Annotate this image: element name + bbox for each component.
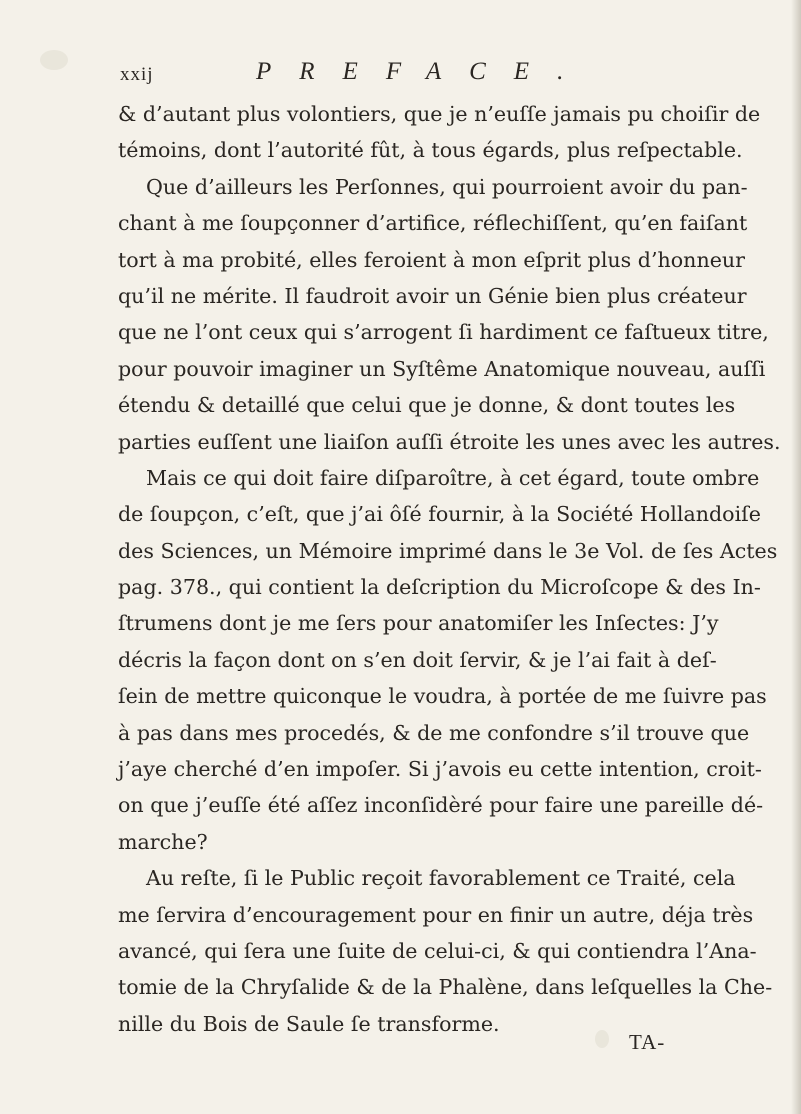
page-number: xxij <box>120 64 154 85</box>
text-line: tort à ma probité, elles feroient à mon eſprit plus d’honneur <box>118 247 746 272</box>
paper-stain <box>40 50 68 70</box>
paper-stain <box>595 1030 609 1048</box>
text-line: des Sciences, un Mémoire imprimé dans le 3e Vol. de ſes Actes <box>118 538 778 563</box>
paragraph-start-line: Au reſte, ſi le Public reçoit favorablement ce Traité, cela <box>146 866 736 891</box>
text-line: tomie de la Chryſalide & de la Phalène, dans leſquelles la Che- <box>118 975 773 1000</box>
page-edge-shadow <box>791 0 801 1114</box>
text-line: & d’autant plus volontiers, que je n’euſſe jamais pu choiſir de <box>118 102 761 126</box>
text-line: on que j’euſſe été aſſez inconſidèré pour faire une pareille dé- <box>118 793 764 818</box>
text-line: pag. 378., qui contient la deſcription du Microſcope & des In- <box>118 575 761 600</box>
text-line: que ne l’ont ceux qui s’arrogent ſi hardiment ce faſtueux titre, <box>118 320 769 345</box>
text-line: me ſervira d’encouragement pour en finir un autre, déja très <box>118 902 754 927</box>
text-line: ſtrumens dont je me ſers pour anatomiſer les Inſectes: J’y <box>118 611 719 636</box>
text-line: étendu & detaillé que celui que je donne, & dont toutes les <box>118 393 736 418</box>
text-line: témoins, dont l’autorité fût, à tous égards, plus reſpectable. <box>118 138 743 163</box>
text-line: pour pouvoir imaginer un Syſtême Anatomique nouveau, auſſi <box>118 356 766 381</box>
text-line: ſein de mettre quiconque le voudra, à portée de me ſuivre pas <box>118 684 767 709</box>
running-head: PREFACE. <box>256 58 592 85</box>
text-line: marche? <box>118 829 208 854</box>
paragraph-start-line: Mais ce qui doit faire diſparoître, à cet égard, toute ombre <box>146 465 760 490</box>
body-text <box>118 96 781 1042</box>
text-line: parties euſſent une liaiſon auſſi étroite les unes avec les autres. <box>118 429 781 454</box>
text-line: qu’il ne mérite. Il faudroit avoir un Génie bien plus créateur <box>118 283 747 308</box>
text-line: chant à me ſoupçonner d’artifice, réflechiſſent, qu’en faiſant <box>118 211 748 236</box>
text-line: de ſoupçon, c’eſt, que j’ai ôſé fournir, à la Société Hollandoiſe <box>118 502 761 527</box>
text-line: avancé, qui ſera une ſuite de celui-ci, & qui contiendra l’Ana- <box>118 938 757 963</box>
paragraph-start-line: Que d’ailleurs les Perſonnes, qui pourroient avoir du pan- <box>146 174 748 199</box>
text-line: j’aye cherché d’en impoſer. Si j’avois eu cette intention, croit- <box>118 757 762 782</box>
text-line: nille du Bois de Saule ſe transforme. <box>118 1011 500 1036</box>
text-line: décris la façon dont on s’en doit ſervir, & je l’ai fait à deſ- <box>118 647 717 672</box>
catchword: TA- <box>629 1030 666 1054</box>
page-header <box>118 58 638 98</box>
text-line: à pas dans mes procedés, & de me confondre s’il trouve que <box>118 720 750 745</box>
